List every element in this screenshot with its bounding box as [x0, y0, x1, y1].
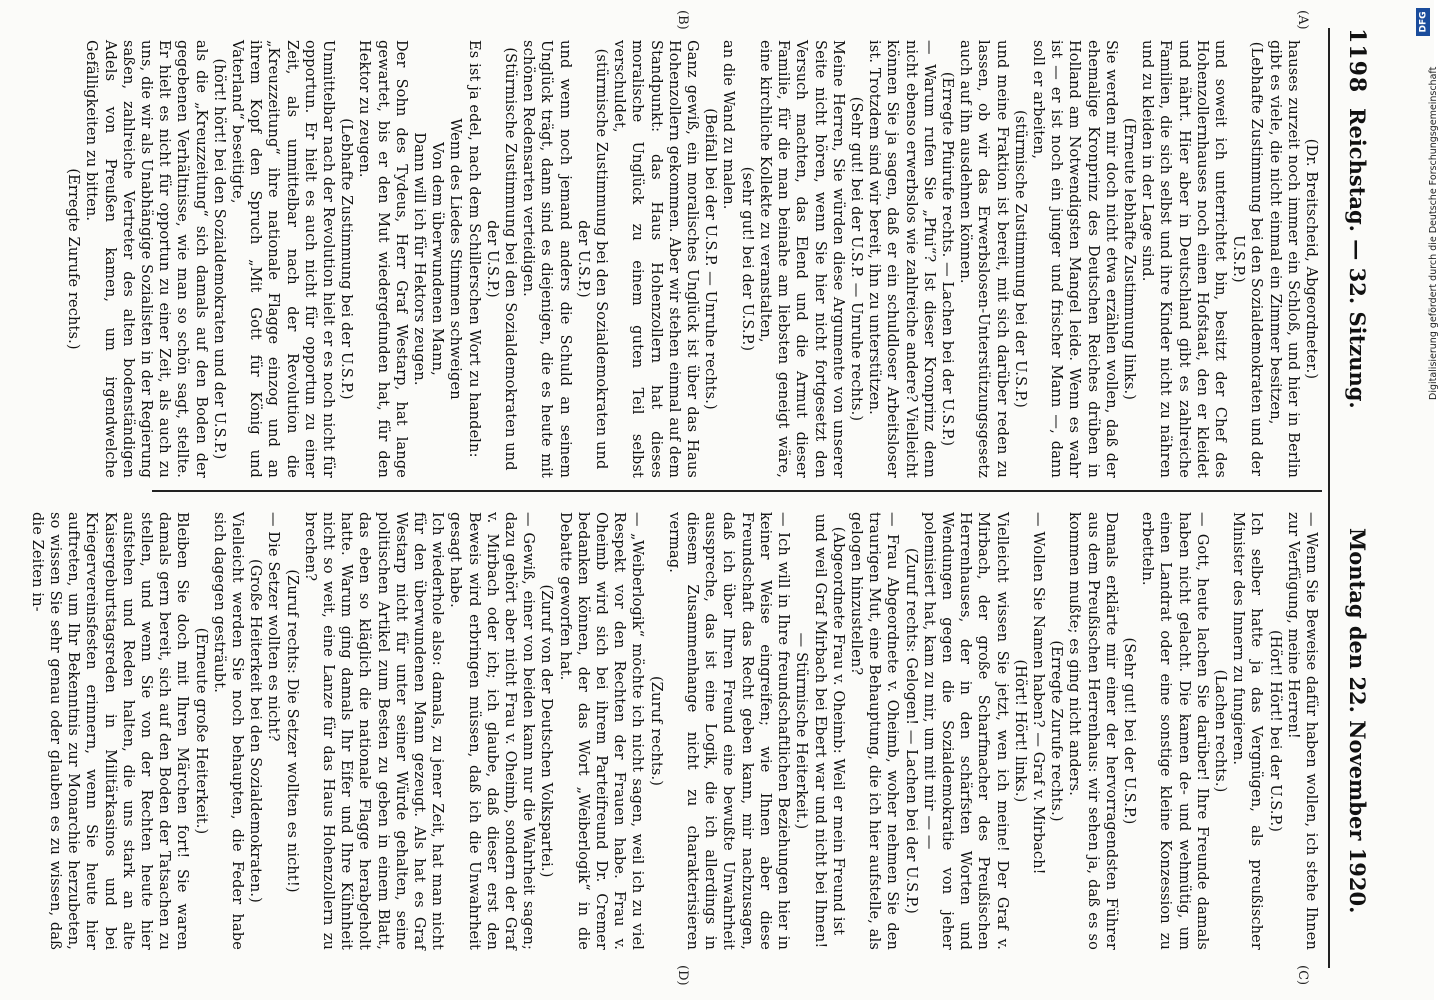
interjection: (Erregte Zurufe rechts.) [65, 168, 82, 350]
paragraph: Bleiben Sie doch mit Ihren Märchen fort! Sie waren damals gern bereit, sich auf den Boden der Tatsachen zu stellen, und wenn Sie von der Rechten heute hier aufstehen und Reden halten, die uns stark an alte Kaisergeburtstagsreden in Militärkasinos und bei Kriegervereinsfesten erinnern, wenn Sie heute hier auftreten, um Ihr Bekenntnis zur Monarchie herzubeten, so wissen Sie sehr genau oder glauben es zu wissen, daß die Zeiten in- [28, 512, 191, 950]
paragraph: und wenn noch jemand anders die Schuld an seinem Unglück trägt, dann sind es diejenigen, die es heute mit schönen Redensarten verteidigen. [520, 40, 573, 478]
margin-mark-b: (B) [675, 10, 690, 30]
verse-line: Wenn des Liedes Stimmen schweigen [447, 118, 464, 400]
paragraph: als die „Kreuzzeitung“ sich damals auf den Boden der gegebenen Verhältnisse, wie man so schön sagt, stellte. Er hielt es nicht für opportun zu einer Zeit, als auch zu uns, die wir als Unabhängige Sozialisten in der Regierung saßen, zahlreiche Vertreter des alten bodenständigen Adels von Preußen kamen, um irgendwelche Gefälligkeiten zu bitten. [83, 40, 209, 478]
paragraph: hauses zurzeit noch immer ein Schloß, und hier in Berlin gibt es viele, die nicht einmal ein Zimmer besitzen, [1266, 40, 1301, 478]
page-header [1336, 28, 1374, 968]
paragraph: Vielleicht werden Sie noch behaupten, die Feder habe sich dagegen gesträubt. [210, 512, 246, 950]
paragraph: und meine Fraktion ist bereit, mit sich darüber reden zu lassen, ob wir das Erwerbslosen-Unterstützungsgesetz auch auf ihn ausdehnen können. [957, 40, 1010, 478]
interjection: (Erregte Zurufe rechts.) [1048, 640, 1065, 822]
paragraph: — Gott, heute lachen Sie darüber! Ihre Freunde damals haben nicht gelacht. Die kamen de- und wehmütig, um einen Landrat oder eine sonstige kleine Konzession zu erbetteln. [1139, 512, 1210, 950]
interjection: (Zuruf rechts: Gelogen! — Lachen bei der U.S.P.) [902, 548, 919, 914]
right-column [28, 512, 1320, 950]
paragraph: — Ich will in Ihre freundschaftlichen Beziehungen hier in keiner Weise eingreifen; wie Ihnen aber diese Freundschaft das Recht geben kann, mir nachzusagen, daß ich über Ihren Freund eine bewußte Unwahrheit ausspreche, das ist eine Logik, die ich allerdings in diesem Zusammenhange nicht zu charakterisieren vermag. [665, 512, 792, 950]
interjection: (hört! hört! bei den Sozialdemokraten und der U.S.P.) [210, 58, 227, 460]
paragraph: Meine Herren, Sie würden diese Argumente von unserer Seite nicht hören, wenn Sie hier nicht fortgesetzt den Versuch machten, das Elend und die Armut dieser Familie, für die man beinahe am liebsten geneigt wäre, eine kirchliche Kollekte zu veranstalten, [756, 40, 846, 478]
paragraph: — Wenn Sie Beweise dafür haben wollen, ich stehe Ihnen zur Verfügung, meine Herren! [1284, 512, 1319, 950]
paragraph: Sie werden mir doch nicht etwa erzählen wollen, daß der ehemalige Kronprinz des Deutschen Reiches drüben in Holland am Notwendigsten Mangel leide. Wenn es wahr ist — er ist noch ein junger und frischer Mann —, dann soll er arbeiten, [1029, 40, 1119, 478]
margin-mark-d: (D) [675, 965, 690, 986]
interjection: (Erneute große Heiterkeit.) [192, 627, 209, 835]
margin-mark-c: (C) [1295, 965, 1310, 986]
interjection: (Lachen rechts.) [1211, 669, 1228, 793]
digitization-credit: Digitalisierung gefördert durch die Deutsche Forschungsgemeinschaft [1428, 66, 1439, 400]
paragraph: Ganz gewiß, ein moralisches Unglück ist über das Haus Hohenzollern gekommen. Aber wir stehen einmal auf dem Standpunkt: das Haus Hohenzollern hat dieses moralische Unglück zu einem guten Teil selbst verschuldet, [611, 40, 701, 478]
interjection: (Lebhafte Zustimmung bei den Sozialdemokraten und der U.S.P.) [1230, 41, 1265, 477]
paragraph: an die Wand zu malen. [720, 40, 737, 210]
paragraph: Damals erklärte mir einer der hervorragendsten Führer aus dem Preußischen Herrenhaus: wir sehen ja, daß es so kommen mußte; es ging nicht anders. [1066, 512, 1119, 950]
interjection: (Erneute lebhafte Zustimmung links.) [1120, 117, 1137, 401]
interjection: (Beifall bei der U.S.P. — Unruhe rechts.) [702, 108, 719, 410]
speaker-line: (Dr. Breitscheid, Abgeordneter.) [1303, 138, 1319, 380]
interjection: (sehr gut! bei der U.S.P.) [738, 166, 755, 352]
paragraph: — Wollen Sie Namen haben? — Graf v. Mirbach! [1029, 512, 1046, 875]
paragraph: — Frau Abgeordnete v. Oheimb, woher nehmen Sie den traurigen Mut, eine Behauptung, die ich hier aufstelle, als gelogen hinzustellen? [847, 512, 901, 950]
dfg-logo: DFG [1416, 8, 1430, 36]
interjection: (Zuruf von der Deutschen Volkspartei.) [538, 584, 555, 878]
interjection: (Lebhafte Zustimmung bei der U.S.P.) [338, 118, 355, 400]
interjection: (Hört! Hört! bei der U.S.P.) [1266, 629, 1283, 833]
header-left-title: Reichstag. — 32. Sitzung. [1345, 108, 1370, 409]
interjection: (stürmische Zustimmung bei den Sozialdemokraten und der U.S.P.) [574, 48, 610, 470]
interjection: (Hört! Hört! links.) [1011, 659, 1028, 803]
paragraph: Ich wiederhole also: damals, zu jener Zeit, hat man nicht für den überwundenen Mann gezeugt. Als hat es Graf Westarp nicht für unter seiner Würde gehalten, seine politischen Artikel zum Besten zu geben in einem Blatt, das eben so kläglich die nationale Flagge herabgeholt hatte. Warum ging damals Ihr Eifer und Ihre Kühnheit nicht so weit, eine Lanze für das Haus Hohenzollern zu brechen? [301, 512, 446, 950]
paragraph: Der Sohn des Tydeus, Herr Graf Westarp, hat lange gewartet, bis er den Mut wiedergefunden hat, für den Hektor zu zeugen. [356, 40, 409, 478]
interjection: (stürmische Zustimmung bei der U.S.P.) [1011, 110, 1028, 408]
paragraph: Vielleicht wissen Sie jetzt, wen ich meine! Der Graf v. Mirbach, der große Scharfmacher des Preußischen Herrenhauses, der in den schärfsten Worten und Wendungen gegen die Sozialdemokratie von jeher polemisiert hat, kam zu mir, um mit mir — — [920, 512, 1010, 950]
interjection: (Abgeordnete Frau v. Oheimb: Weil er mein Freund ist und weil Graf Mirbach bei Ebert war und nicht bei Ihnen! — Stürmische Heiterkeit.) [793, 513, 846, 949]
paragraph: — Gewiß, einer von beiden kann nur die Wahrheit sagen; dazu gehört aber nicht Frau v. Oheimb, sondern der Graf v. Mirbach oder ich; ich glaube, daß dieser erst den Beweis wird erbringen müssen, daß ich die Unwahrheit gesagt habe. [447, 512, 537, 950]
column-divider [152, 490, 1322, 492]
paragraph: Ich selber hatte ja das Vergnügen, als preußischer Minister des Innern zu fungieren. [1230, 512, 1265, 950]
left-column [64, 40, 1320, 478]
interjection: (Erregte Pfuirufe rechts. — Lachen bei der U.S.P.) [938, 71, 955, 447]
header-rule [1328, 28, 1330, 968]
margin-mark-a: (A) [1295, 10, 1310, 30]
interjection: (Sehr gut! bei der U.S.P. — Unruhe rechts.) [847, 96, 864, 422]
interjection: (Sehr gut! bei der U.S.P.) [1120, 637, 1137, 825]
interjection: (Stürmische Zustimmung bei den Sozialdemokraten und der U.S.P.) [483, 47, 519, 471]
paragraph: — Warum rufen Sie „Pfui“? Ist dieser Kronprinz denn nicht ebenso erwerbslos wie zahlreiche andere? Vielleicht können Sie ja sagen, daß er ein schuldloser Arbeitsloser ist. Trotzdem sind wir bereit, ihn zu unterstützen. [866, 40, 937, 478]
verse-line: Von dem überwundenen Mann, [429, 142, 446, 376]
paragraph: und soweit ich unterrichtet bin, besitzt der Chef des Hohenzollernhauses noch einen Hofstaat, den er kleidet und nährt. Hier aber in Deutschland gibt es zahlreiche Familien, die sich selbst und ihre Kinder nicht zu nähren und zu kleiden in der Lage sind. [1139, 40, 1228, 478]
interjection: (Zuruf rechts: Die Setzer wollten es nicht!) [283, 569, 300, 893]
verse-line: Dann will ich für Hektors zeugen. [411, 132, 428, 386]
paragraph: — Die Setzer wollten es nicht? [265, 512, 282, 742]
page-number: 1198 [1344, 28, 1370, 94]
paragraph: — „Weiberlogik“ möchte ich nicht sagen, weil ich zu viel Respekt vor den Rechten der Frauen habe. Frau v. Oheimb wird sich bei ihrem Parteifreund Dr. Cremer bedanken können, der das Wort „Weiberlogik“ in die Debatte geworfen hat. [556, 512, 646, 950]
paragraph: Es ist ja edel, nach dem Schillerschen Wort zu handeln: [465, 40, 482, 458]
paragraph: Unmittelbar nach der Revolution hielt er es noch nicht für opportun. Er hielt es auch nicht für opportun zu einer Zeit, als unmittelbar nach der Revolution die „Kreuzzeitung“ ihre nationale Flagge einzog und an ihrem Kopf den Spruch „Mit Gott für König und Vaterland“ beseitigte, [229, 40, 337, 479]
interjection: (Zuruf rechts.) [647, 675, 664, 787]
header-right-title: Montag den 22. November 1920. [1345, 528, 1370, 914]
interjection: (Große Heiterkeit bei den Sozialdemokraten.) [247, 559, 264, 903]
